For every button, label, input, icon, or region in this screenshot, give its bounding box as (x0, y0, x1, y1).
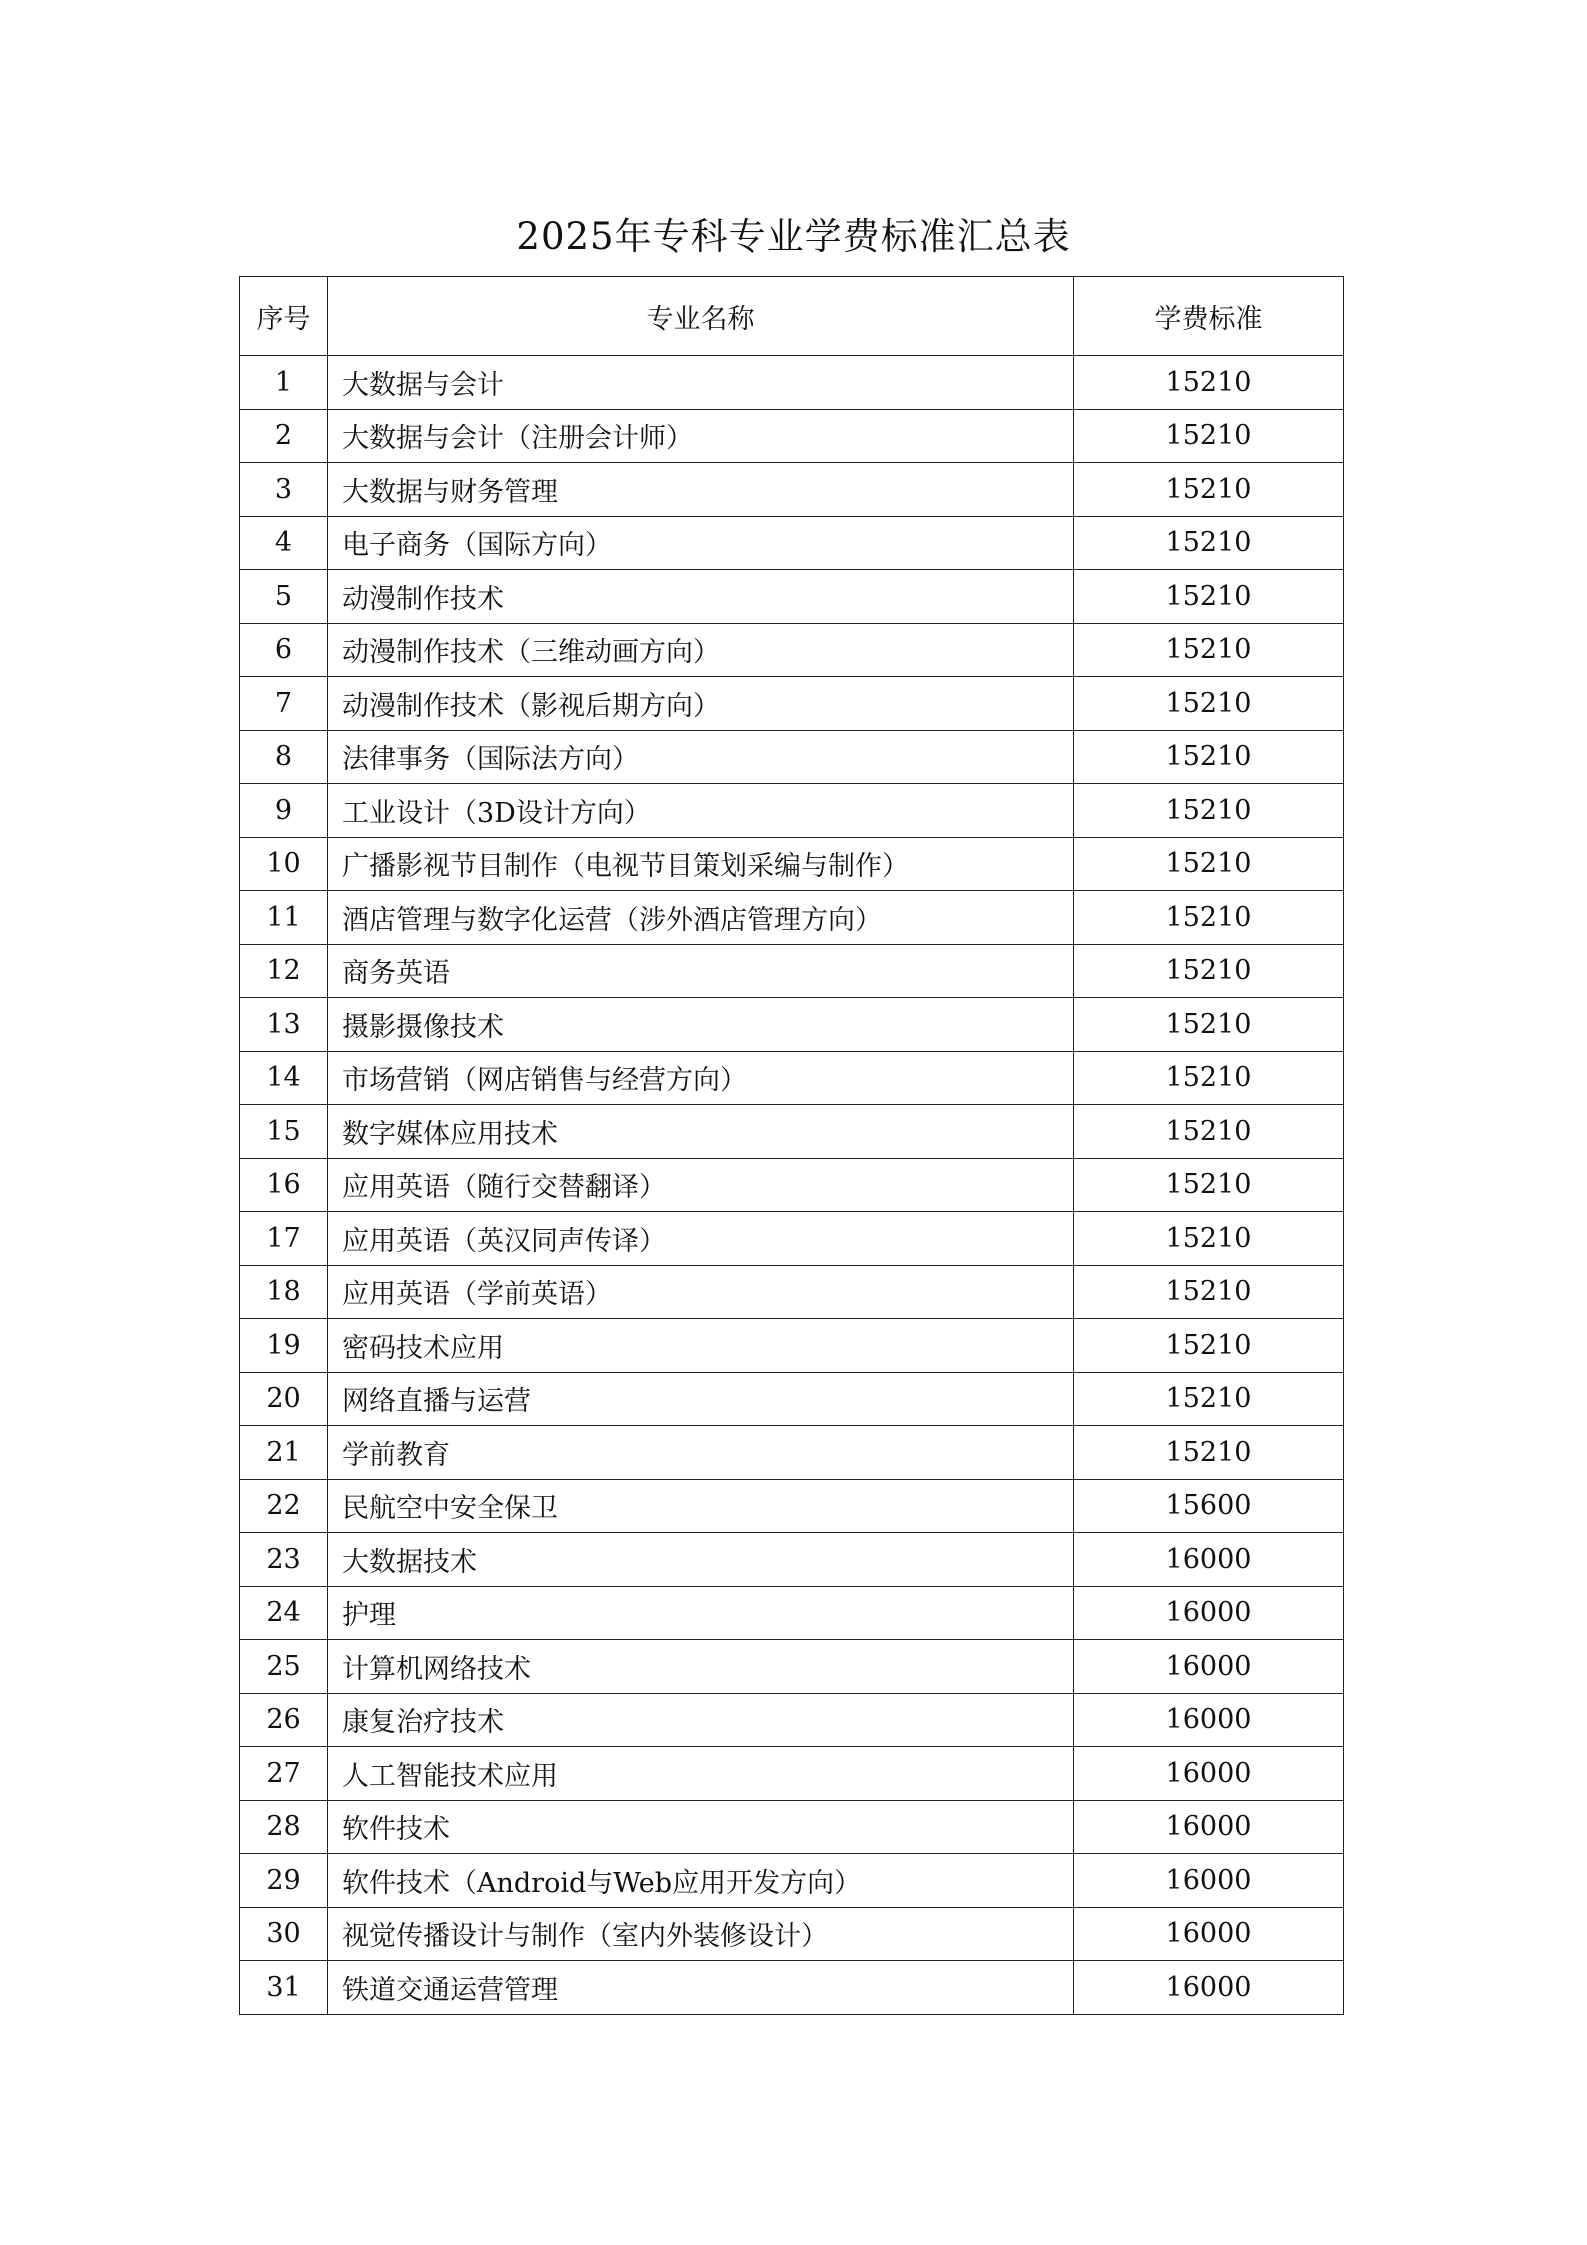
major-name: 视觉传播设计与制作（室内外装修设计） (328, 1907, 1074, 1961)
table-header-row (240, 277, 1344, 356)
tuition-fee: 15210 (1074, 570, 1344, 624)
row-number: 12 (240, 944, 328, 998)
major-name: 动漫制作技术（三维动画方向） (328, 623, 1074, 677)
tuition-fee: 15210 (1074, 1158, 1344, 1212)
row-number: 24 (240, 1586, 328, 1640)
tuition-fee: 16000 (1074, 1907, 1344, 1961)
table-row (240, 1800, 1344, 1854)
table-row (240, 998, 1344, 1052)
table-row (240, 1212, 1344, 1266)
major-name: 动漫制作技术（影视后期方向） (328, 677, 1074, 731)
table-row (240, 1479, 1344, 1533)
header-name: 专业名称 (328, 277, 1074, 356)
row-number: 17 (240, 1212, 328, 1266)
tuition-fee: 15210 (1074, 1212, 1344, 1266)
table-row (240, 1693, 1344, 1747)
tuition-fee: 15210 (1074, 944, 1344, 998)
major-name: 法律事务（国际法方向） (328, 730, 1074, 784)
tuition-fee: 15210 (1074, 409, 1344, 463)
tuition-fee: 15210 (1074, 837, 1344, 891)
table-row (240, 1640, 1344, 1694)
table-row (240, 1586, 1344, 1640)
major-name: 大数据与会计 (328, 356, 1074, 410)
tuition-fee: 15210 (1074, 677, 1344, 731)
major-name: 工业设计（3D设计方向） (328, 784, 1074, 838)
table-row (240, 944, 1344, 998)
row-number: 10 (240, 837, 328, 891)
major-name: 大数据技术 (328, 1533, 1074, 1587)
major-name: 应用英语（随行交替翻译） (328, 1158, 1074, 1212)
row-number: 25 (240, 1640, 328, 1694)
table-row (240, 1854, 1344, 1908)
fee-table (239, 276, 1344, 2015)
table-row (240, 1747, 1344, 1801)
tuition-fee: 16000 (1074, 1854, 1344, 1908)
table-row (240, 409, 1344, 463)
table-row (240, 1265, 1344, 1319)
major-name: 民航空中安全保卫 (328, 1479, 1074, 1533)
major-name: 大数据与会计（注册会计师） (328, 409, 1074, 463)
tuition-fee: 15210 (1074, 463, 1344, 517)
row-number: 2 (240, 409, 328, 463)
major-name: 动漫制作技术 (328, 570, 1074, 624)
major-name: 大数据与财务管理 (328, 463, 1074, 517)
table-row (240, 1961, 1344, 2015)
tuition-fee: 15210 (1074, 891, 1344, 945)
table-row (240, 891, 1344, 945)
table-row (240, 1158, 1344, 1212)
table-row (240, 1051, 1344, 1105)
major-name: 应用英语（英汉同声传译） (328, 1212, 1074, 1266)
row-number: 1 (240, 356, 328, 410)
tuition-fee: 16000 (1074, 1640, 1344, 1694)
table-row (240, 730, 1344, 784)
tuition-fee: 15210 (1074, 998, 1344, 1052)
major-name: 计算机网络技术 (328, 1640, 1074, 1694)
major-name: 市场营销（网店销售与经营方向） (328, 1051, 1074, 1105)
header-fee: 学费标准 (1074, 277, 1344, 356)
table-row (240, 623, 1344, 677)
tuition-fee: 15210 (1074, 1105, 1344, 1159)
row-number: 14 (240, 1051, 328, 1105)
major-name: 应用英语（学前英语） (328, 1265, 1074, 1319)
tuition-fee: 15210 (1074, 1265, 1344, 1319)
table-row (240, 837, 1344, 891)
tuition-fee: 15210 (1074, 516, 1344, 570)
row-number: 31 (240, 1961, 328, 2015)
row-number: 21 (240, 1426, 328, 1480)
table-row (240, 784, 1344, 838)
major-name: 电子商务（国际方向） (328, 516, 1074, 570)
tuition-fee: 16000 (1074, 1800, 1344, 1854)
row-number: 18 (240, 1265, 328, 1319)
row-number: 22 (240, 1479, 328, 1533)
row-number: 9 (240, 784, 328, 838)
row-number: 20 (240, 1372, 328, 1426)
major-name: 商务英语 (328, 944, 1074, 998)
tuition-fee: 16000 (1074, 1693, 1344, 1747)
table-row (240, 1319, 1344, 1373)
major-name: 软件技术（Android与Web应用开发方向） (328, 1854, 1074, 1908)
row-number: 26 (240, 1693, 328, 1747)
major-name: 人工智能技术应用 (328, 1747, 1074, 1801)
table-row (240, 677, 1344, 731)
row-number: 7 (240, 677, 328, 731)
row-number: 8 (240, 730, 328, 784)
row-number: 4 (240, 516, 328, 570)
tuition-fee: 15210 (1074, 356, 1344, 410)
row-number: 19 (240, 1319, 328, 1373)
table-row (240, 356, 1344, 410)
row-number: 27 (240, 1747, 328, 1801)
row-number: 29 (240, 1854, 328, 1908)
tuition-fee: 15600 (1074, 1479, 1344, 1533)
row-number: 23 (240, 1533, 328, 1587)
major-name: 数字媒体应用技术 (328, 1105, 1074, 1159)
tuition-fee: 15210 (1074, 1051, 1344, 1105)
row-number: 6 (240, 623, 328, 677)
table-row (240, 1907, 1344, 1961)
row-number: 15 (240, 1105, 328, 1159)
major-name: 广播影视节目制作（电视节目策划采编与制作） (328, 837, 1074, 891)
tuition-fee: 15210 (1074, 730, 1344, 784)
page-title: 2025年专科专业学费标准汇总表 (516, 215, 1071, 258)
major-name: 网络直播与运营 (328, 1372, 1074, 1426)
major-name: 密码技术应用 (328, 1319, 1074, 1373)
tuition-fee: 15210 (1074, 784, 1344, 838)
table-row (240, 1372, 1344, 1426)
major-name: 酒店管理与数字化运营（涉外酒店管理方向） (328, 891, 1074, 945)
major-name: 护理 (328, 1586, 1074, 1640)
row-number: 11 (240, 891, 328, 945)
row-number: 30 (240, 1907, 328, 1961)
tuition-fee: 16000 (1074, 1586, 1344, 1640)
table-row (240, 516, 1344, 570)
tuition-fee: 15210 (1074, 1426, 1344, 1480)
major-name: 铁道交通运营管理 (328, 1961, 1074, 2015)
tuition-fee: 16000 (1074, 1961, 1344, 2015)
table-row (240, 570, 1344, 624)
tuition-fee: 16000 (1074, 1747, 1344, 1801)
table-row (240, 1105, 1344, 1159)
major-name: 软件技术 (328, 1800, 1074, 1854)
tuition-fee: 15210 (1074, 623, 1344, 677)
tuition-fee: 15210 (1074, 1319, 1344, 1373)
tuition-fee: 16000 (1074, 1533, 1344, 1587)
header-no: 序号 (240, 277, 328, 356)
table-row (240, 1426, 1344, 1480)
row-number: 5 (240, 570, 328, 624)
major-name: 摄影摄像技术 (328, 998, 1074, 1052)
major-name: 学前教育 (328, 1426, 1074, 1480)
row-number: 13 (240, 998, 328, 1052)
tuition-fee: 15210 (1074, 1372, 1344, 1426)
row-number: 16 (240, 1158, 328, 1212)
row-number: 3 (240, 463, 328, 517)
major-name: 康复治疗技术 (328, 1693, 1074, 1747)
table-row (240, 1533, 1344, 1587)
table-row (240, 463, 1344, 517)
row-number: 28 (240, 1800, 328, 1854)
